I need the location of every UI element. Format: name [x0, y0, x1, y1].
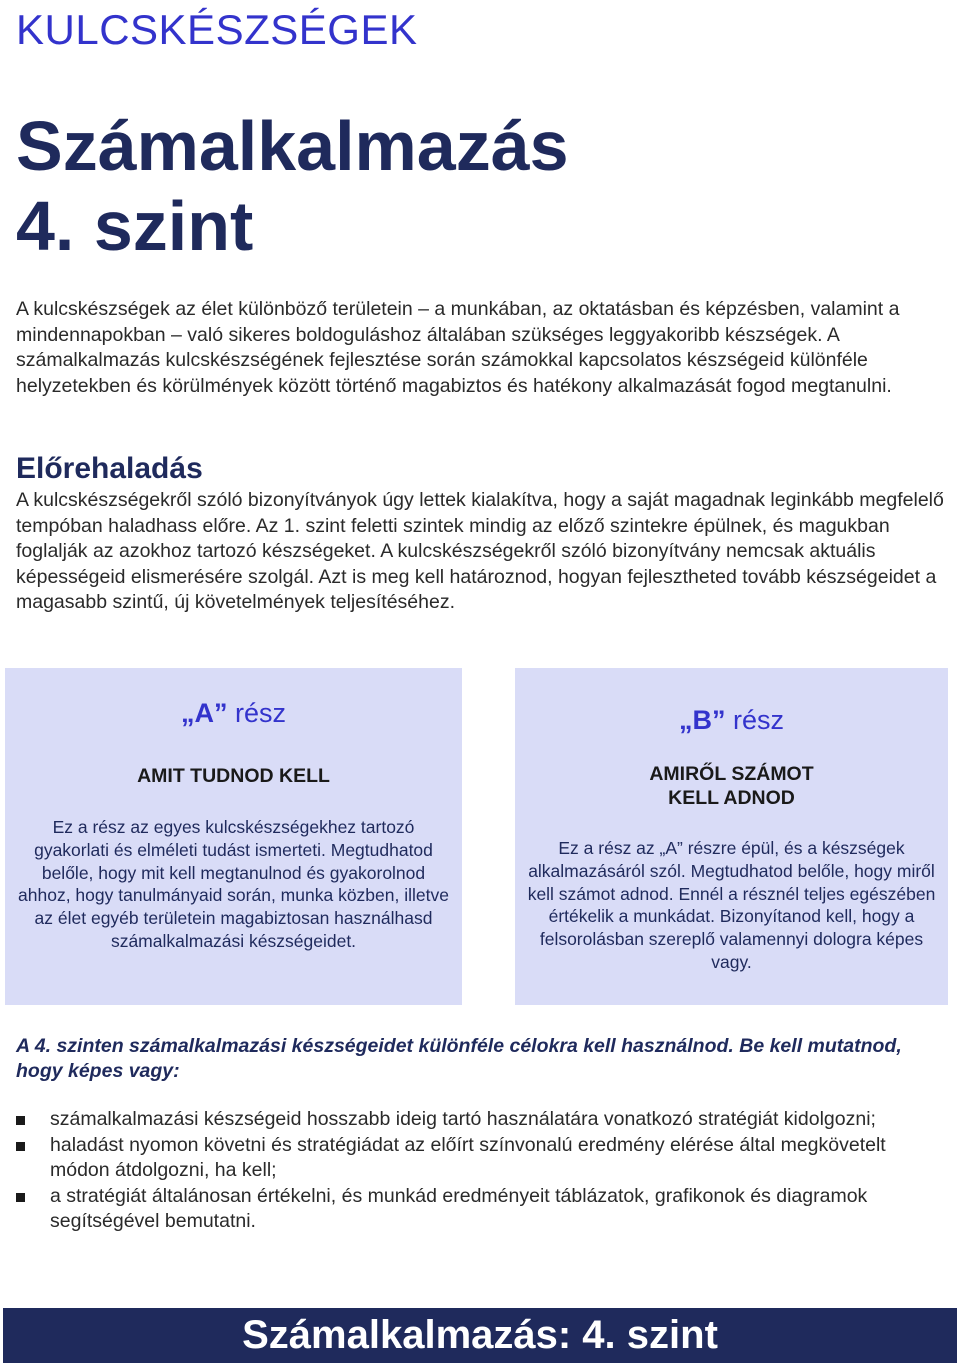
header-kicker: KULCSKÉSZSÉGEK	[16, 6, 418, 53]
part-a-title-word: rész	[227, 698, 286, 728]
part-a-subtitle: AMIT TUDNOD KELL	[137, 765, 330, 787]
requirements-list	[16, 1107, 916, 1235]
part-a-box	[5, 668, 462, 1005]
list-item	[16, 1133, 916, 1184]
progress-heading: Előrehaladás	[16, 452, 203, 485]
list-item-text: számalkalmazási készségeid hosszabb ideig tartó használatára vonatkozó stratégiát kidolgozni;	[50, 1108, 876, 1130]
part-a-body: Ez a rész az egyes kulcskészségekhez tartozó gyakorlati és elméleti tudást ismerteti. Megtudhatod belőle, hogy mit kell megtanulnod és gyakorolnod ahhoz, hogy tanulmányaid során, munka közben, illetve az élet egyéb területein magabiztosan használhasd számalkalmazási készségeidet.	[18, 817, 449, 951]
part-b-body: Ez a rész az „A” részre épül, és a készségek alkalmazásáról szól. Megtudhatod belőle, hogy miről kell számot adnod. Ennél a résznél teljes egészében értékelik a munkádat. Bizonyítanod kell, hogy a felsorolásban szereplő valamennyi dologra képes vagy.	[527, 838, 936, 972]
part-b-subtitle-line1: AMIRŐL SZÁMOT	[649, 763, 814, 785]
part-b-subtitle	[515, 762, 948, 810]
list-item-text: a stratégiát általánosan értékelni, és munkád eredményeit táblázatok, grafikonok és diagramok segítségével bemutatni.	[50, 1184, 868, 1232]
part-b-title-word: rész	[725, 705, 784, 735]
intro-paragraph: A kulcskészségek az élet különböző területein – a munkában, az oktatásban és képzésben, valamint a mindennapokban – való sikeres boldoguláshoz általában szükséges leggyakoribb készségek. A számalkalmazás kulcskészségének fejlesztése során számokkal kapcsolatos készségeid különféle helyzetekben és körülmények között történő magabiztos és hatékony alkalmazását fogod megtanulni.	[16, 298, 900, 397]
square-bullet-icon	[16, 1193, 25, 1202]
part-a-title	[5, 698, 462, 729]
part-b-box	[515, 668, 948, 1005]
part-b-title-letter: „B”	[678, 705, 726, 735]
page-title-line2: 4. szint	[16, 187, 254, 265]
list-item-text: haladást nyomon követni és stratégiádat az előírt színvonalú eredmény elérése által megkövetelt módon átdolgozni, ha kell;	[50, 1133, 886, 1181]
part-a-title-letter: „A”	[180, 698, 228, 728]
page-title	[16, 106, 569, 266]
square-bullet-icon	[16, 1142, 25, 1151]
part-b-title	[515, 705, 948, 736]
progress-paragraph: A kulcskészségekről szóló bizonyítványok úgy lettek kialakítva, hogy a saját magadnak leginkább megfelelő tempóban haladhass előre. Az 1. szint feletti szintek mindig az előző szintekre épülnek, és magukban foglalják az azokhoz tartozó készségeket. A kulcskészségekről szóló bizonyítvány nemcsak aktuális képességeid elismerésére szolgál. Azt is meg kell határoznod, hogyan fejlesztheted tovább készségeidet a magasabb szintű, új követelmények teljesítéséhez.	[16, 489, 944, 613]
requirements-intro: A 4. szinten számalkalmazási készségeidet különféle célokra kell használnod. Be kell mutatnod, hogy képes vagy:	[16, 1035, 902, 1082]
footer-bar: Számalkalmazás: 4. szint	[3, 1308, 957, 1363]
page-title-line1: Számalkalmazás	[16, 107, 569, 185]
list-item	[16, 1184, 916, 1235]
square-bullet-icon	[16, 1116, 25, 1125]
part-b-subtitle-line2: KELL ADNOD	[668, 787, 795, 809]
list-item	[16, 1107, 916, 1133]
